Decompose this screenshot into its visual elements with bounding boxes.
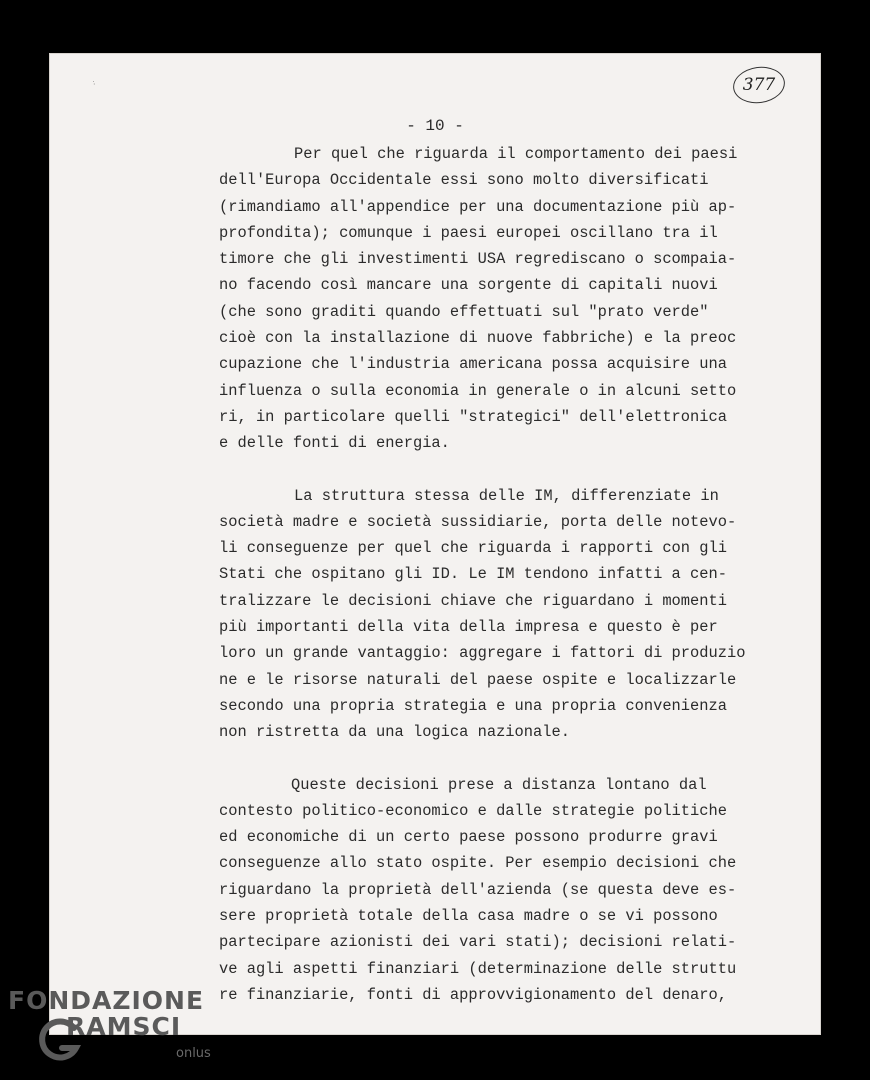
text-line: cioè con la installazione di nuove fabbriche) e la preoc — [219, 329, 737, 348]
text-line: ve agli aspetti finanziari (determinazione delle struttu — [219, 959, 737, 978]
watermark-line-1: FONDAZIONE — [8, 986, 205, 1015]
text-line: ed economiche di un certo paese possono produrre gravi — [219, 828, 718, 847]
text-line: (rimandiamo all'appendice per una documentazione più ap- — [219, 197, 737, 216]
watermark-suffix: onlus — [176, 1046, 211, 1061]
archive-number: 377 — [742, 75, 776, 95]
text-line: sere proprietà totale della casa madre o se vi possono — [219, 907, 718, 926]
text-line: partecipare azionisti dei vari stati); decisioni relati- — [219, 933, 737, 952]
text-line: riguardano la proprietà dell'azienda (se questa deve es- — [219, 880, 737, 899]
paragraph-3 — [219, 772, 759, 1009]
text-line: ri, in particolare quelli "strategici" dell'elettronica — [219, 407, 727, 426]
text-line: no facendo così mancare una sorgente di capitali nuovi — [219, 276, 718, 295]
text-line: timore che gli investimenti USA regrediscano o scompaia- — [219, 250, 737, 269]
text-line: influenza o sulla economia in generale o in alcuni setto — [219, 381, 737, 400]
text-line: Queste decisioni prese a distanza lontano dal — [291, 775, 707, 794]
text-line: loro un grande vantaggio: aggregare i fattori di produzio — [219, 644, 746, 663]
text-line: li conseguenze per quel che riguarda i rapporti con gli — [219, 539, 727, 558]
text-line: non ristretta da una logica nazionale. — [219, 723, 570, 742]
fondazione-gramsci-watermark — [8, 986, 218, 1078]
paragraph-2 — [219, 483, 759, 746]
text-line: conseguenze allo stato ospite. Per esempio decisioni che — [219, 854, 737, 873]
text-line: Stati che ospitano gli ID. Le IM tendono infatti a cen- — [219, 565, 727, 584]
archive-stamp — [731, 64, 788, 107]
text-line: ne e le risorse naturali del paese ospite e localizzarle — [219, 670, 737, 689]
text-line: (che sono graditi quando effettuati sul "prato verde" — [219, 302, 709, 321]
paragraph-1 — [219, 141, 759, 457]
text-line: tralizzare le decisioni chiave che riguardano i momenti — [219, 591, 727, 610]
text-line: La struttura stessa delle IM, differenziate in — [294, 486, 719, 505]
page-number: - 10 - — [406, 117, 464, 135]
text-line: dell'Europa Occidentale essi sono molto diversificati — [219, 171, 709, 190]
text-line: più importanti della vita della impresa e questo è per — [219, 618, 718, 637]
watermark-line-2: RAMSCI — [66, 1012, 182, 1041]
text-line: contesto politico-economico e dalle strategie politiche — [219, 801, 727, 820]
text-line: Per quel che riguarda il comportamento dei paesi — [294, 145, 738, 163]
text-line: re finanziarie, fonti di approvvigionamento del denaro, — [219, 985, 727, 1004]
text-line: profondita); comunque i paesi europei oscillano tra il — [219, 223, 718, 242]
text-line: società madre e società sussidiarie, porta delle notevo- — [219, 512, 737, 531]
document-body — [219, 141, 759, 1008]
margin-mark — [93, 80, 99, 84]
text-line: cupazione che l'industria americana possa acquisire una — [219, 355, 727, 374]
text-line: secondo una propria strategia e una propria convenienza — [219, 696, 727, 715]
text-line: e delle fonti di energia. — [219, 434, 450, 453]
